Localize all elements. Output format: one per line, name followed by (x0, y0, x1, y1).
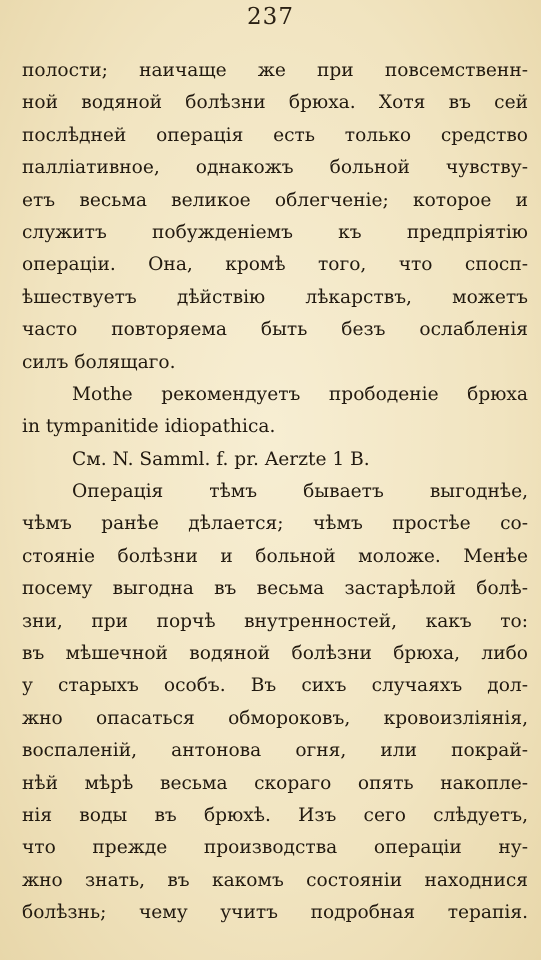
text-line: болѣзнь; чему учитъ подробная терапія. (22, 902, 528, 924)
text-line: ной водяной болѣзни брюха. Хотя въ сей (22, 92, 528, 114)
text-line: послѣдней операція есть только средство (22, 124, 528, 146)
text-line: in tympanitide idiopathica. (22, 416, 276, 438)
text-line: нѣй мѣрѣ весьма скораго опять накопле- (22, 772, 528, 794)
text-line: Mothe рекомендуетъ прободеніе брюха (72, 383, 528, 405)
page-number: 237 (247, 4, 294, 30)
text-line: служитъ побужденіемъ къ предпріятію (22, 221, 528, 243)
text-line: етъ весьма великое облегченіе; которое и (22, 189, 528, 211)
text-line: полости; наичаще же при повсемственн- (22, 60, 528, 81)
text-line: зни, при порчѣ внутренностей, какъ то: (22, 610, 528, 632)
text-line: жно опасаться обмороковъ, кровоизліянія, (22, 707, 528, 729)
text-line: воспаленій, антонова огня, или покрай- (22, 740, 528, 762)
text-line: въ мѣшечной водяной болѣзни брюха, либо (22, 643, 528, 665)
text-line: что прежде производства операціи ну- (22, 837, 528, 859)
text-line: Операція тѣмъ бываетъ выгоднѣе, (72, 481, 528, 503)
text-line: См. N. Samml. f. pr. Aerzte 1 B. (72, 448, 370, 470)
body-text (22, 55, 528, 930)
text-line: нія воды въ брюхѣ. Изъ сего слѣдуетъ, (22, 804, 528, 826)
text-line: силъ болящаго. (22, 351, 176, 373)
text-line: стояніе болѣзни и больной моложе. Менѣе (22, 545, 528, 567)
text-line: у старыхъ особъ. Въ сихъ случаяхъ дол- (22, 675, 528, 697)
text-line: чѣмъ ранѣе дѣлается; чѣмъ простѣе со- (22, 513, 528, 535)
text-line: жно знать, въ какомъ состояніи находнися (22, 869, 528, 891)
text-line: ѣшествуетъ дѣйствію лѣкарствъ, можетъ (22, 286, 528, 308)
text-line: операціи. Она, кромѣ того, что спосп- (22, 254, 528, 276)
text-line: посему выгодна въ весьма застарѣлой болѣ- (22, 578, 528, 600)
text-line: палліативное, однакожъ больной чувству- (22, 157, 528, 179)
text-line: часто повторяема быть безъ ослабленія (22, 319, 528, 341)
